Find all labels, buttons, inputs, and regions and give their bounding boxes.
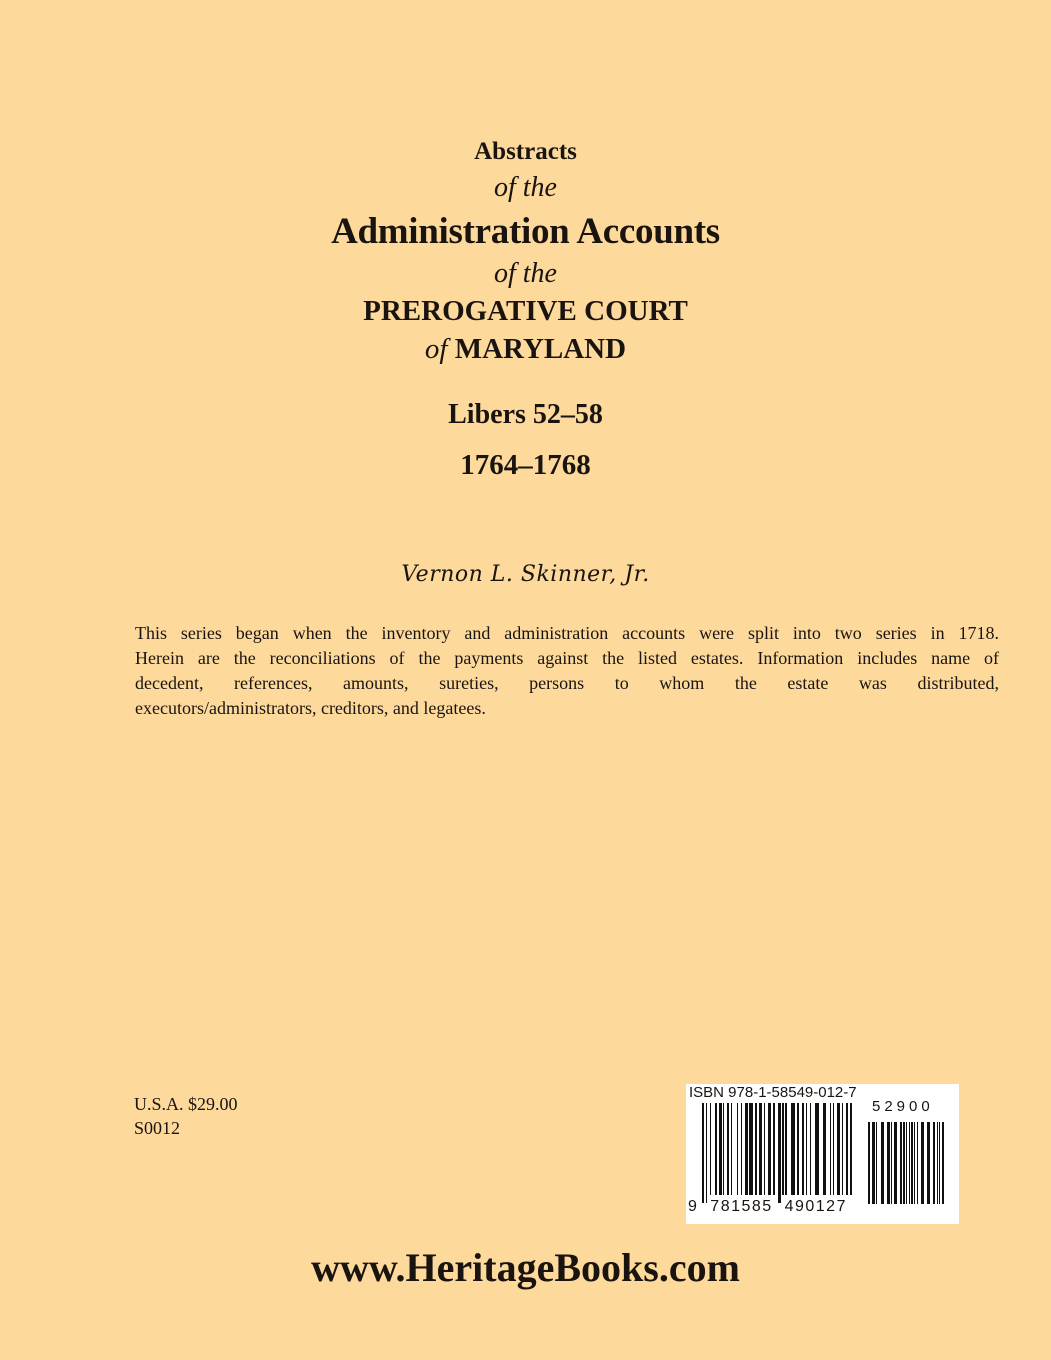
barcode-bar	[797, 1103, 799, 1195]
barcode-bar	[759, 1103, 762, 1195]
catalog-code: S0012	[134, 1118, 181, 1138]
barcode-bar	[850, 1103, 852, 1195]
barcode-bar	[719, 1103, 722, 1195]
barcode-bar	[706, 1103, 707, 1203]
barcode-bar	[791, 1103, 795, 1195]
website-url[interactable]: www.HeritageBooks.com	[311, 1245, 740, 1290]
barcode-bar	[846, 1103, 848, 1195]
barcode-bar	[702, 1103, 704, 1203]
title-administration-accounts: Administration Accounts	[331, 211, 720, 252]
barcode-bar	[830, 1103, 831, 1195]
title-of-maryland	[0, 333, 1051, 366]
description-line: Herein are the reconciliations of the payments against the listed estates. Information includes name of	[135, 648, 999, 668]
author-name: Vernon L. Skinner, Jr.	[401, 562, 650, 587]
barcode-bar	[906, 1122, 907, 1204]
barcode-bar	[868, 1122, 870, 1204]
barcode-bar	[782, 1103, 784, 1195]
barcode-bar	[937, 1122, 938, 1204]
barcode-bar	[764, 1103, 765, 1195]
barcode-bar	[768, 1103, 771, 1195]
barcode-bar	[731, 1103, 732, 1195]
description	[135, 621, 999, 721]
title-of-the: of the	[494, 172, 557, 203]
barcode-bar	[917, 1122, 918, 1204]
barcode-bar	[903, 1122, 905, 1204]
barcode-bar	[806, 1103, 807, 1195]
barcode-ean-digits: 9 781585 490127	[688, 1198, 847, 1215]
barcode-bar	[815, 1103, 819, 1195]
barcode-bar	[911, 1122, 913, 1204]
barcode-bar	[755, 1103, 757, 1195]
libers-range: Libers 52–58	[448, 399, 603, 430]
price: U.S.A. $29.00	[134, 1094, 238, 1114]
description-line: This series began when the inventory and administration accounts were split into two series in 1718.	[135, 623, 999, 643]
barcode-bar	[715, 1103, 717, 1195]
barcode-bar	[823, 1103, 826, 1195]
barcode-bar	[723, 1103, 724, 1195]
barcode-bar	[876, 1122, 877, 1204]
barcode-bar	[727, 1103, 729, 1195]
barcode-bar	[872, 1122, 875, 1204]
barcode-bar	[837, 1103, 840, 1195]
barcode-bar	[741, 1103, 742, 1195]
barcode-bar	[894, 1122, 897, 1204]
barcode-bar	[710, 1103, 711, 1195]
barcode-bar	[842, 1103, 843, 1195]
barcode-bar	[909, 1122, 910, 1204]
title-prerogative-court: PREROGATIVE COURT	[363, 295, 688, 327]
barcode-addon-number: 52900	[872, 1098, 934, 1115]
barcode-bar	[802, 1103, 804, 1195]
title-of: of	[424, 333, 448, 365]
barcode-bar	[737, 1103, 738, 1195]
year-range: 1764–1768	[460, 449, 591, 481]
barcode-bar	[942, 1122, 944, 1204]
price-block	[134, 1092, 238, 1140]
title-of-the-2: of the	[494, 258, 557, 289]
barcode-bar	[933, 1122, 935, 1204]
title-maryland: MARYLAND	[454, 333, 627, 365]
barcode-bar	[778, 1103, 781, 1203]
barcode-bar	[749, 1103, 753, 1195]
barcode-bar	[927, 1122, 930, 1204]
description-line: decedent, references, amounts, sureties, persons to whom the estate was distributed,	[135, 673, 999, 693]
barcode-bar	[891, 1122, 892, 1204]
title-abstracts: Abstracts	[474, 138, 577, 165]
description-line: executors/administrators, creditors, and legatees.	[135, 698, 486, 718]
barcode-bar	[881, 1122, 884, 1204]
barcode-bar	[921, 1122, 924, 1204]
isbn-barcode	[686, 1084, 959, 1224]
barcode-bar	[914, 1122, 915, 1204]
barcode-bar	[773, 1103, 775, 1195]
barcode-bar	[939, 1122, 940, 1204]
isbn-label: ISBN 978-1-58549-012-7	[689, 1084, 857, 1101]
barcode-bar	[833, 1103, 834, 1195]
barcode-bar	[900, 1122, 902, 1204]
barcode-bar	[810, 1103, 811, 1195]
barcode-bar	[887, 1122, 890, 1204]
barcode-bar	[745, 1103, 748, 1195]
barcode-bar	[785, 1103, 787, 1195]
